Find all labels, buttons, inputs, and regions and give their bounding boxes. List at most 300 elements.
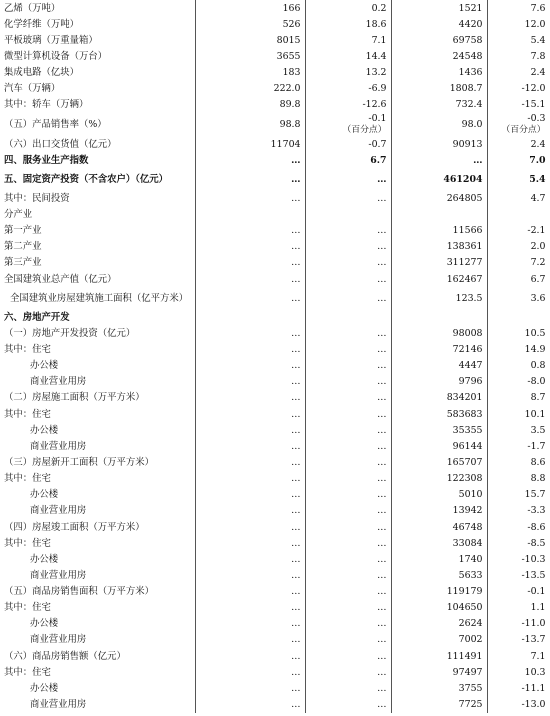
- row-label-text: （六）出口交货值（亿元）: [4, 138, 117, 150]
- cell-cumulative-value: [391, 422, 487, 438]
- table-row: [0, 255, 550, 271]
- row-label: [0, 390, 195, 406]
- cell-cumulative-growth-text: -1.7: [527, 440, 546, 452]
- cell-cumulative-value-text: 834201: [446, 392, 483, 404]
- cell-current-month-growth-text: …: [377, 521, 387, 533]
- cell-cumulative-growth: [487, 287, 550, 309]
- cell-current-month-growth-text: …: [377, 699, 387, 711]
- cell-cumulative-growth-text: 1.1: [530, 602, 546, 614]
- row-label: [0, 97, 195, 113]
- cell-current-month-growth: [305, 65, 391, 81]
- row-label-text: （二）房屋施工面积（万平方米）: [4, 392, 145, 404]
- cell-cumulative-growth: [487, 551, 550, 567]
- cell-current-month-value: [195, 65, 305, 81]
- cell-current-month-growth: [305, 454, 391, 470]
- table-row: [0, 81, 550, 97]
- cell-cumulative-value-text: 119179: [446, 586, 483, 598]
- cell-current-month-value: [195, 358, 305, 374]
- cell-cumulative-growth-text: 7.8: [530, 50, 546, 62]
- cell-cumulative-value-text: 165707: [446, 456, 483, 468]
- cell-cumulative-growth-text: 3.6: [530, 292, 546, 304]
- cell-current-month-value: [195, 454, 305, 470]
- cell-cumulative-value-text: 7002: [458, 634, 483, 646]
- cell-current-month-growth-text: 18.6: [365, 18, 387, 30]
- cell-current-month-growth-text: …: [377, 257, 387, 269]
- cell-current-month-value-text: …: [291, 376, 301, 388]
- cell-current-month-growth-unit-note: （百分点）: [342, 124, 387, 135]
- cell-current-month-value: [195, 616, 305, 632]
- cell-current-month-value: [195, 168, 305, 190]
- row-label: [0, 239, 195, 255]
- table-row: [0, 0, 550, 16]
- table-row: [0, 287, 550, 309]
- cell-current-month-growth: [305, 271, 391, 287]
- cell-cumulative-value-text: 1436: [458, 67, 483, 79]
- row-label-text: 全国建筑业总产值（亿元）: [4, 273, 117, 285]
- cell-current-month-value-text: 183: [282, 67, 301, 79]
- cell-current-month-value-text: …: [291, 586, 301, 598]
- row-label: [0, 206, 195, 222]
- cell-cumulative-growth: [487, 487, 550, 503]
- cell-current-month-value-text: 11704: [270, 138, 301, 150]
- cell-current-month-growth-text: …: [377, 537, 387, 549]
- row-label: [0, 648, 195, 664]
- row-label: [0, 255, 195, 271]
- cell-cumulative-growth: [487, 239, 550, 255]
- cell-cumulative-value: [391, 0, 487, 16]
- cell-current-month-value: [195, 551, 305, 567]
- cell-cumulative-value: [391, 680, 487, 696]
- cell-current-month-value-text: …: [291, 408, 301, 420]
- cell-cumulative-value-text: 33084: [452, 537, 483, 549]
- table-row: [0, 271, 550, 287]
- cell-current-month-growth: [305, 390, 391, 406]
- row-label-text: （五）产品销售率（%）: [4, 118, 107, 130]
- cell-current-month-value: [195, 190, 305, 206]
- cell-cumulative-growth: [487, 325, 550, 341]
- cell-cumulative-growth-text: 5.4: [530, 34, 546, 46]
- row-label-text: 办公楼: [30, 618, 59, 630]
- cell-current-month-growth: [305, 600, 391, 616]
- cell-cumulative-value-text: 13942: [452, 505, 483, 517]
- row-label-text: 商业营业用房: [30, 569, 87, 581]
- cell-current-month-growth-text: 7.1: [371, 34, 387, 46]
- cell-current-month-value: [195, 113, 305, 136]
- cell-current-month-growth: [305, 406, 391, 422]
- row-label: [0, 503, 195, 519]
- cell-cumulative-value: [391, 32, 487, 48]
- cell-cumulative-value-text: 583683: [446, 408, 483, 420]
- row-label: [0, 309, 195, 325]
- table-row: [0, 374, 550, 390]
- cell-cumulative-growth-text: -0.3: [527, 112, 546, 124]
- cell-current-month-value-text: 89.8: [279, 99, 301, 111]
- cell-cumulative-growth-text: 8.8: [530, 473, 546, 485]
- cell-current-month-growth-text: …: [377, 473, 387, 485]
- cell-cumulative-growth: [487, 648, 550, 664]
- cell-cumulative-growth: [487, 390, 550, 406]
- row-label: [0, 113, 195, 136]
- cell-current-month-growth-text: …: [377, 327, 387, 339]
- cell-current-month-growth: [305, 487, 391, 503]
- cell-cumulative-growth: [487, 535, 550, 551]
- cell-cumulative-value: [391, 287, 487, 309]
- cell-current-month-growth-text: -12.6: [362, 99, 387, 111]
- table-row: [0, 168, 550, 190]
- cell-current-month-value: [195, 680, 305, 696]
- row-label: [0, 32, 195, 48]
- cell-current-month-growth: [305, 168, 391, 190]
- row-label-text: 微型计算机设备（万台）: [4, 50, 108, 62]
- cell-cumulative-value: [391, 454, 487, 470]
- cell-cumulative-value: [391, 325, 487, 341]
- row-label-text: 办公楼: [30, 553, 59, 565]
- cell-current-month-growth-text: …: [377, 650, 387, 662]
- cell-cumulative-value: [391, 206, 487, 222]
- row-label-text: 第二产业: [4, 241, 42, 253]
- cell-current-month-value-text: …: [291, 521, 301, 533]
- cell-cumulative-growth-text: 2.0: [530, 241, 546, 253]
- row-label: [0, 406, 195, 422]
- table-row: [0, 454, 550, 470]
- cell-cumulative-growth-text: 4.7: [530, 192, 546, 204]
- table-row: [0, 584, 550, 600]
- cell-current-month-value: [195, 471, 305, 487]
- table-row: [0, 341, 550, 357]
- cell-cumulative-value: [391, 358, 487, 374]
- cell-current-month-growth-text: …: [377, 682, 387, 694]
- cell-current-month-growth: [305, 190, 391, 206]
- cell-cumulative-growth: [487, 438, 550, 454]
- row-label-text: 其中：轿车（万辆）: [4, 99, 89, 111]
- cell-current-month-value: [195, 567, 305, 583]
- cell-cumulative-growth-text: 2.4: [530, 138, 546, 150]
- row-label-text: （六）商品房销售额（亿元）: [4, 650, 126, 662]
- cell-current-month-growth: [305, 567, 391, 583]
- row-label: [0, 65, 195, 81]
- cell-current-month-growth: [305, 632, 391, 648]
- cell-current-month-value: [195, 503, 305, 519]
- cell-cumulative-value: [391, 223, 487, 239]
- cell-cumulative-value-text: 311277: [446, 257, 483, 269]
- cell-current-month-value: [195, 32, 305, 48]
- cell-current-month-growth: [305, 0, 391, 16]
- table-row: [0, 503, 550, 519]
- table-row: [0, 567, 550, 583]
- cell-cumulative-growth-text: 0.8: [530, 360, 546, 372]
- cell-cumulative-growth: [487, 223, 550, 239]
- cell-current-month-growth-text: …: [377, 292, 387, 304]
- cell-current-month-growth: [305, 648, 391, 664]
- cell-current-month-value-text: …: [291, 569, 301, 581]
- cell-cumulative-growth-text: 12.0: [524, 18, 546, 30]
- cell-cumulative-growth: [487, 32, 550, 48]
- table-row: [0, 309, 550, 325]
- cell-cumulative-growth-text: -11.0: [521, 618, 546, 630]
- cell-current-month-value: [195, 97, 305, 113]
- row-label: [0, 0, 195, 16]
- cell-cumulative-growth: [487, 65, 550, 81]
- cell-current-month-value-text: 526: [282, 18, 301, 30]
- cell-current-month-growth: [305, 374, 391, 390]
- cell-cumulative-value: [391, 600, 487, 616]
- row-label: [0, 454, 195, 470]
- row-label: [0, 680, 195, 696]
- cell-current-month-value-text: …: [291, 241, 301, 253]
- row-label-text: 办公楼: [30, 682, 59, 694]
- cell-current-month-value-text: …: [291, 424, 301, 436]
- cell-current-month-value-text: 222.0: [273, 83, 301, 95]
- cell-current-month-growth-text: …: [377, 192, 387, 204]
- cell-cumulative-value-text: 11566: [452, 225, 483, 237]
- cell-cumulative-value-text: 98.0: [461, 118, 483, 130]
- cell-current-month-growth: [305, 471, 391, 487]
- cell-cumulative-value-text: 5010: [458, 489, 483, 501]
- cell-current-month-growth: [305, 616, 391, 632]
- row-label: [0, 487, 195, 503]
- cell-cumulative-growth-text: -10.3: [521, 553, 546, 565]
- row-label-text: 集成电路（亿块）: [4, 67, 80, 79]
- cell-cumulative-growth-text: 14.9: [524, 343, 546, 355]
- cell-cumulative-growth: [487, 113, 550, 136]
- cell-cumulative-growth-text: -8.6: [527, 521, 546, 533]
- cell-current-month-growth-text: 13.2: [365, 67, 387, 79]
- cell-cumulative-growth-text: -2.1: [527, 225, 546, 237]
- cell-cumulative-growth: [487, 152, 550, 168]
- cell-cumulative-growth-text: -11.1: [521, 682, 546, 694]
- cell-current-month-growth: [305, 680, 391, 696]
- table-row: [0, 325, 550, 341]
- row-label: [0, 664, 195, 680]
- cell-cumulative-value: [391, 632, 487, 648]
- table-row: [0, 471, 550, 487]
- cell-current-month-growth-text: …: [377, 489, 387, 501]
- cell-cumulative-growth: [487, 406, 550, 422]
- cell-current-month-value-text: …: [291, 327, 301, 339]
- cell-cumulative-growth: [487, 632, 550, 648]
- row-label: [0, 584, 195, 600]
- row-label-text: 其中：住宅: [4, 343, 51, 355]
- row-label-text: 商业营业用房: [30, 634, 87, 646]
- cell-cumulative-value: [391, 390, 487, 406]
- cell-cumulative-value-text: 98008: [452, 327, 483, 339]
- table-row: [0, 190, 550, 206]
- cell-current-month-growth-text: …: [377, 376, 387, 388]
- cell-cumulative-value-text: 7725: [458, 699, 483, 711]
- cell-cumulative-value: [391, 81, 487, 97]
- cell-cumulative-value: [391, 535, 487, 551]
- cell-cumulative-growth-text: -8.0: [527, 376, 546, 388]
- cell-current-month-value: [195, 696, 305, 712]
- row-label-text: 其中：住宅: [4, 408, 51, 420]
- cell-current-month-value-text: …: [291, 192, 301, 204]
- row-label-text: （三）房屋新开工面积（万平方米）: [4, 456, 155, 468]
- cell-current-month-growth-text: …: [377, 392, 387, 404]
- cell-cumulative-growth: [487, 471, 550, 487]
- cell-current-month-value-text: …: [291, 618, 301, 630]
- cell-cumulative-value: [391, 584, 487, 600]
- cell-current-month-value-text: …: [291, 699, 301, 711]
- cell-current-month-value: [195, 271, 305, 287]
- row-label-text: 汽车（万辆）: [4, 83, 61, 95]
- row-label-text: 其中：住宅: [4, 666, 51, 678]
- cell-cumulative-growth-text: 10.1: [524, 408, 546, 420]
- cell-cumulative-growth: [487, 48, 550, 64]
- row-label: [0, 616, 195, 632]
- table-row: [0, 632, 550, 648]
- row-label-text: 商业营业用房: [30, 699, 87, 711]
- cell-current-month-growth-text: …: [377, 553, 387, 565]
- cell-current-month-growth: [305, 113, 391, 136]
- row-label: [0, 567, 195, 583]
- cell-cumulative-value-text: 1808.7: [449, 83, 483, 95]
- row-label: [0, 168, 195, 190]
- cell-current-month-value-text: …: [291, 273, 301, 285]
- cell-cumulative-growth-text: -12.0: [521, 83, 546, 95]
- cell-cumulative-growth-text: 6.7: [530, 273, 546, 285]
- cell-current-month-value-text: …: [291, 392, 301, 404]
- row-label-text: 分产业: [4, 208, 33, 220]
- cell-cumulative-growth: [487, 190, 550, 206]
- row-label: [0, 223, 195, 239]
- cell-cumulative-growth-text: 8.7: [530, 392, 546, 404]
- cell-current-month-value-text: …: [291, 537, 301, 549]
- table-row: [0, 113, 550, 136]
- cell-current-month-growth-text: …: [377, 666, 387, 678]
- table-row: [0, 223, 550, 239]
- cell-current-month-value-text: …: [291, 602, 301, 614]
- row-label-text: 其中：住宅: [4, 537, 51, 549]
- cell-cumulative-growth: [487, 136, 550, 152]
- cell-cumulative-value-text: 90913: [452, 138, 483, 150]
- cell-cumulative-growth: [487, 519, 550, 535]
- cell-current-month-growth: [305, 358, 391, 374]
- cell-cumulative-value: [391, 567, 487, 583]
- row-label: [0, 438, 195, 454]
- cell-cumulative-growth: [487, 341, 550, 357]
- cell-cumulative-value: [391, 406, 487, 422]
- cell-cumulative-value-text: 9796: [458, 376, 483, 388]
- cell-current-month-growth: [305, 438, 391, 454]
- cell-cumulative-value-text: 69758: [452, 34, 483, 46]
- table-row: [0, 648, 550, 664]
- cell-current-month-value: [195, 664, 305, 680]
- cell-current-month-value: [195, 287, 305, 309]
- cell-current-month-value: [195, 325, 305, 341]
- cell-cumulative-value-text: 138361: [446, 241, 483, 253]
- cell-current-month-value-text: …: [291, 489, 301, 501]
- cell-cumulative-growth: [487, 81, 550, 97]
- cell-current-month-growth-text: …: [377, 586, 387, 598]
- cell-current-month-growth-text: -0.1: [368, 112, 387, 124]
- cell-cumulative-value: [391, 374, 487, 390]
- cell-cumulative-value: [391, 551, 487, 567]
- table-row: [0, 519, 550, 535]
- cell-current-month-value: [195, 584, 305, 600]
- cell-current-month-value-text: 166: [282, 2, 301, 14]
- cell-cumulative-value: [391, 97, 487, 113]
- cell-current-month-growth-text: 0.2: [371, 2, 387, 14]
- table-row: [0, 97, 550, 113]
- cell-cumulative-growth: [487, 600, 550, 616]
- cell-current-month-value: [195, 487, 305, 503]
- cell-current-month-value: [195, 374, 305, 390]
- cell-current-month-value-text: …: [291, 473, 301, 485]
- cell-cumulative-value-text: 123.5: [455, 292, 483, 304]
- cell-current-month-growth: [305, 696, 391, 712]
- cell-cumulative-value: [391, 136, 487, 152]
- cell-current-month-growth: [305, 32, 391, 48]
- cell-current-month-value-text: …: [291, 634, 301, 646]
- row-label: [0, 632, 195, 648]
- row-label: [0, 152, 195, 168]
- cell-current-month-value: [195, 239, 305, 255]
- cell-cumulative-value: [391, 113, 487, 136]
- cell-current-month-growth-text: …: [377, 569, 387, 581]
- table-row: [0, 600, 550, 616]
- cell-current-month-value: [195, 136, 305, 152]
- cell-cumulative-value-text: 461204: [443, 173, 483, 185]
- cell-current-month-value-text: …: [291, 154, 301, 166]
- row-label-text: （一）房地产开发投资（亿元）: [4, 327, 136, 339]
- cell-cumulative-growth-text: 7.1: [530, 650, 546, 662]
- row-label-text: （四）房屋竣工面积（万平方米）: [4, 521, 145, 533]
- cell-cumulative-value-text: 122308: [446, 473, 483, 485]
- cell-cumulative-growth: [487, 16, 550, 32]
- row-label-text: 商业营业用房: [30, 505, 87, 517]
- cell-current-month-growth: [305, 136, 391, 152]
- cell-cumulative-value: [391, 16, 487, 32]
- cell-current-month-growth-text: -0.7: [368, 138, 387, 150]
- cell-current-month-value-text: …: [291, 666, 301, 678]
- row-label: [0, 374, 195, 390]
- cell-cumulative-growth: [487, 374, 550, 390]
- cell-cumulative-growth: [487, 0, 550, 16]
- row-label: [0, 535, 195, 551]
- cell-current-month-value-text: …: [291, 343, 301, 355]
- cell-cumulative-growth-text: -13.5: [521, 569, 546, 581]
- cell-current-month-growth: [305, 287, 391, 309]
- table-row: [0, 136, 550, 152]
- cell-cumulative-growth-text: 7.0: [529, 154, 546, 166]
- cell-cumulative-value-text: 46748: [452, 521, 483, 533]
- cell-cumulative-value-text: 104650: [446, 602, 483, 614]
- cell-cumulative-value-text: 97497: [452, 666, 483, 678]
- cell-cumulative-value-text: 4447: [458, 360, 483, 372]
- cell-cumulative-growth-text: -13.0: [521, 699, 546, 711]
- cell-cumulative-value-text: 3755: [458, 682, 483, 694]
- table-row: [0, 239, 550, 255]
- cell-current-month-value: [195, 309, 305, 325]
- row-label: [0, 696, 195, 712]
- cell-current-month-growth-text: …: [377, 602, 387, 614]
- row-label-text: 商业营业用房: [30, 376, 87, 388]
- cell-cumulative-growth: [487, 696, 550, 712]
- cell-cumulative-growth-text: 7.2: [530, 257, 546, 269]
- cell-current-month-growth-text: …: [377, 173, 387, 185]
- row-label: [0, 422, 195, 438]
- cell-cumulative-growth-text: -13.7: [521, 634, 546, 646]
- cell-current-month-value: [195, 0, 305, 16]
- cell-cumulative-growth: [487, 168, 550, 190]
- cell-current-month-growth: [305, 309, 391, 325]
- row-label-text: 平板玻璃（万重量箱）: [4, 34, 98, 46]
- row-label-text: 商业营业用房: [30, 440, 87, 452]
- cell-cumulative-growth-text: 8.6: [530, 456, 546, 468]
- cell-current-month-value-text: 8015: [276, 34, 301, 46]
- table-row: [0, 680, 550, 696]
- row-label: [0, 190, 195, 206]
